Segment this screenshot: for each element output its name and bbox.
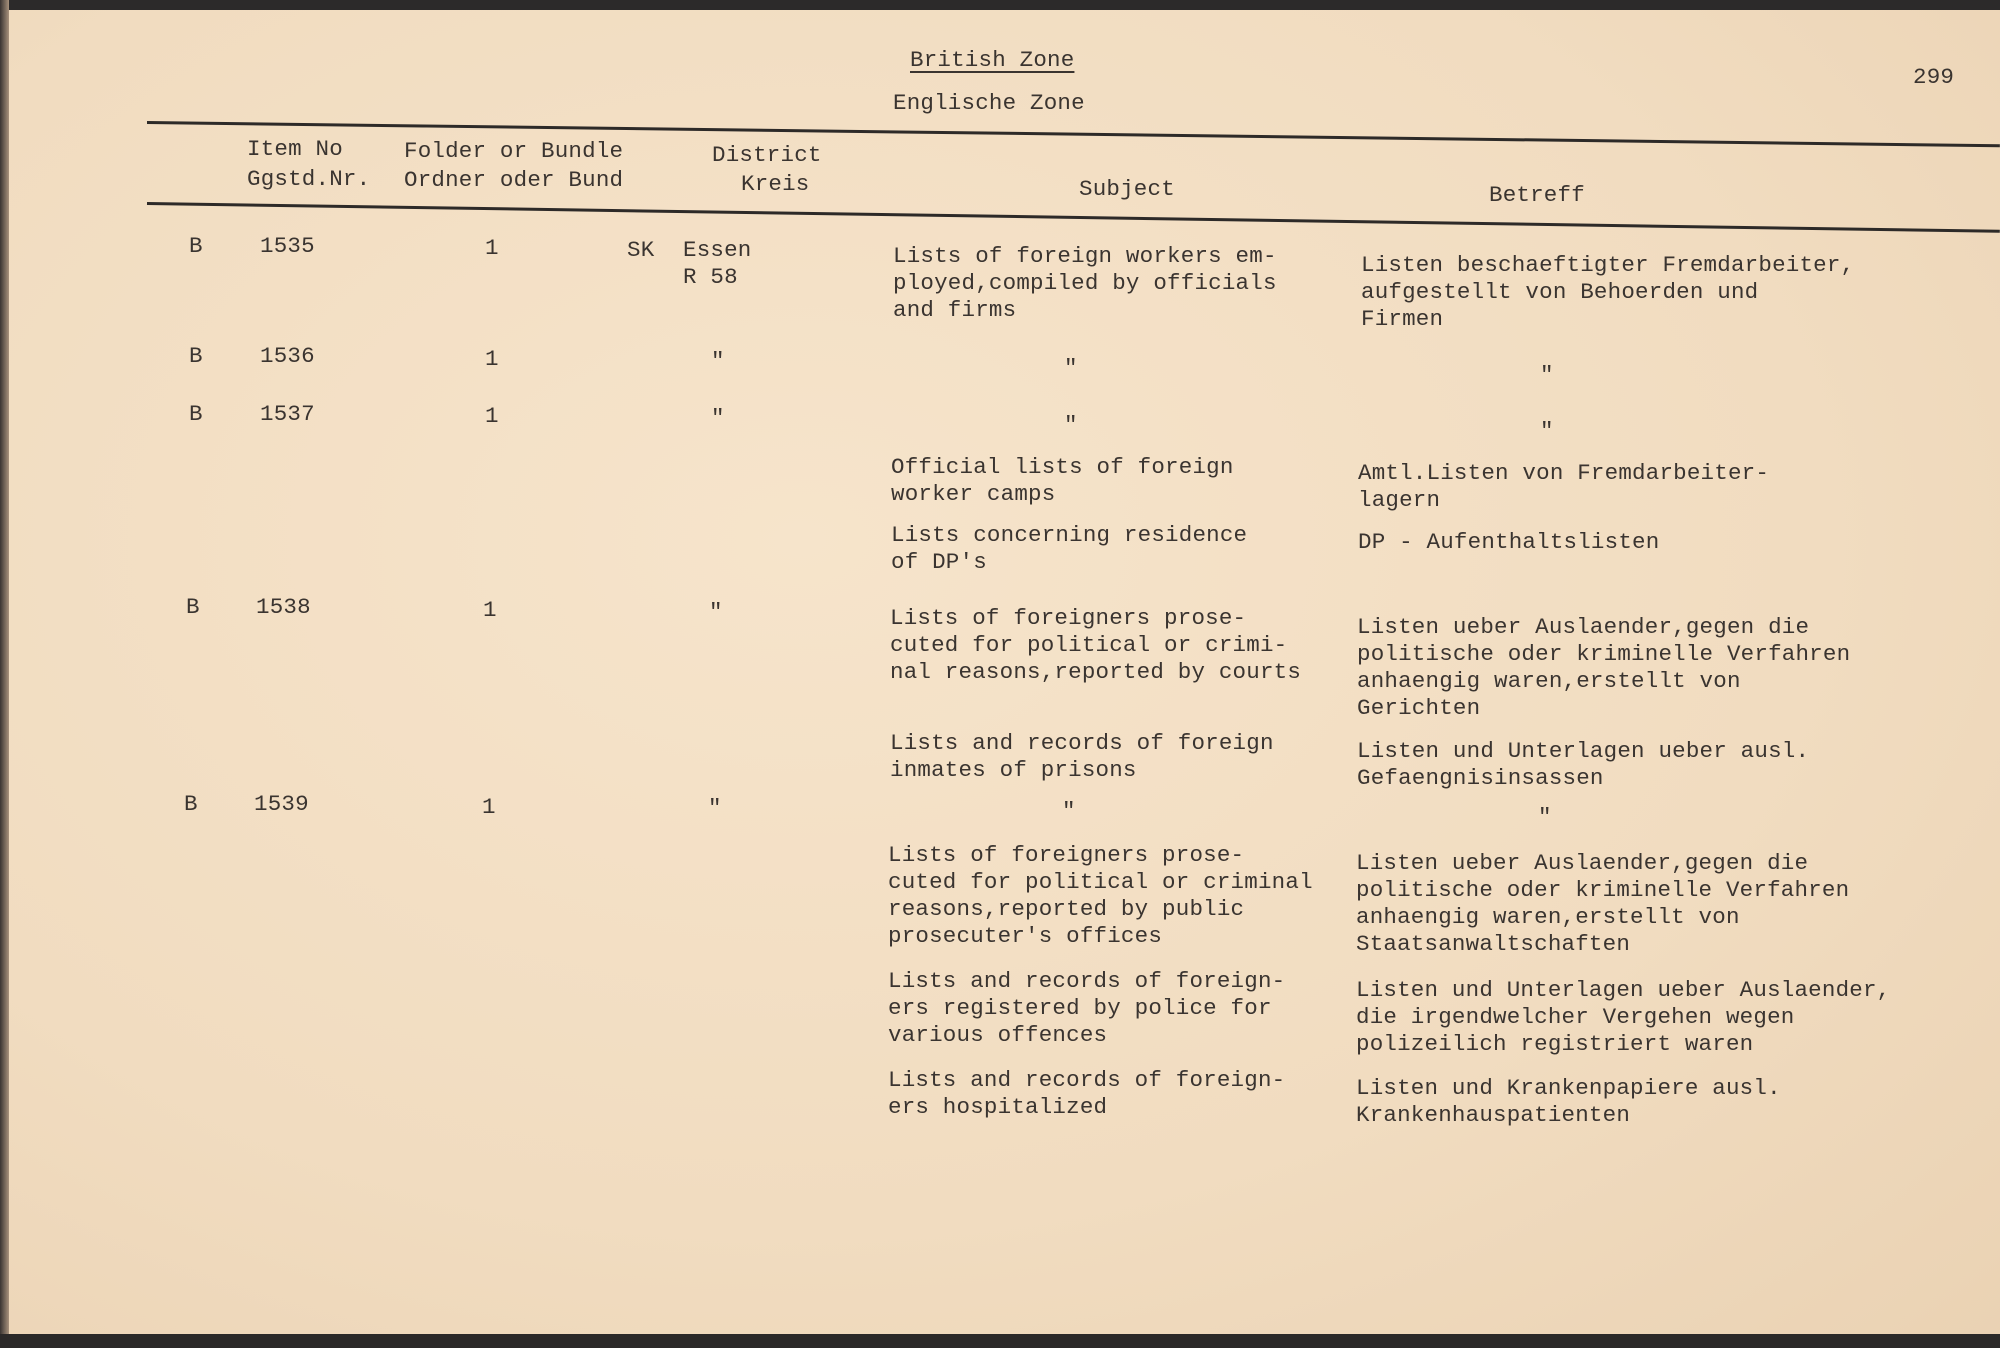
row-subject-extra: Lists and records of foreign inmates of prisons: [890, 730, 1274, 783]
row-betreff-extra: Listen und Unterlagen ueber Auslaender, die irgendwelcher Vergehen wegen polizeilich registriert waren: [1356, 977, 1891, 1057]
row-betreff-extra: Listen ueber Auslaender,gegen die politische oder kriminelle Verfahren anhaengig waren,erstellt von Staatsanwaltschaften: [1356, 850, 1850, 957]
row-district: Essen R 58: [683, 237, 752, 290]
row-subject-extra: Lists and records of foreign- ers hospitalized: [888, 1067, 1286, 1120]
row-subject: ": [1064, 355, 1078, 381]
row-betreff-extra: DP - Aufenthaltslisten: [1358, 529, 1660, 555]
row-subject-extra: Official lists of foreign worker camps: [891, 454, 1234, 507]
row-item-number: 1535: [260, 233, 315, 259]
row-subject: ": [1062, 798, 1076, 824]
row-item-number: 1536: [260, 343, 315, 369]
row-subject-extra: Lists of foreigners prose- cuted for political or criminal reasons,reported by public prosecuter's offices: [888, 842, 1313, 949]
page-number: 299: [1913, 64, 1955, 90]
row-folder: 1: [482, 794, 496, 820]
scan-edge-bottom: [0, 1334, 2000, 1348]
row-subject-extra: Lists concerning residence of DP's: [891, 522, 1248, 575]
row-prefix: B: [189, 233, 203, 259]
row-subject: ": [1064, 412, 1078, 438]
row-subject: Lists of foreign workers em- ployed,compiled by officials and firms: [893, 243, 1277, 323]
row-betreff-extra: Listen und Unterlagen ueber ausl. Gefaengnisinsassen: [1357, 738, 1810, 791]
col-header-district-en: District: [712, 142, 822, 168]
col-header-folder-de: Ordner oder Bund: [404, 167, 624, 193]
col-header-item-en: Item No: [247, 136, 343, 162]
row-district: ": [711, 405, 725, 431]
col-header-folder-en: Folder or Bundle: [404, 138, 624, 164]
row-betreff: Listen ueber Auslaender,gegen die politische oder kriminelle Verfahren anhaengig waren,erstellt von Gerichten: [1357, 614, 1851, 721]
row-prefix: B: [189, 401, 203, 427]
row-betreff-extra: Amtl.Listen von Fremdarbeiter- lagern: [1358, 460, 1770, 513]
row-district: ": [711, 348, 725, 374]
row-betreff: ": [1540, 418, 1554, 444]
row-prefix: B: [186, 594, 200, 620]
row-folder: 1: [485, 235, 499, 261]
row-subject: Lists of foreigners prose- cuted for political or crimi- nal reasons,reported by courts: [890, 605, 1302, 685]
header-rule-bottom: [147, 202, 2000, 233]
row-subject-extra: Lists and records of foreign- ers registered by police for various offences: [888, 968, 1286, 1048]
row-betreff: ": [1540, 362, 1554, 388]
scan-edge-left: [0, 0, 9, 1348]
row-district: ": [708, 795, 722, 821]
col-header-betreff: Betreff: [1489, 182, 1585, 208]
row-betreff: Listen beschaeftigter Fremdarbeiter, aufgestellt von Behoerden und Firmen: [1361, 252, 1855, 332]
row-betreff-extra: Listen und Krankenpapiere ausl. Krankenhauspatienten: [1356, 1075, 1781, 1128]
row-district: ": [709, 599, 723, 625]
col-header-subject: Subject: [1079, 176, 1175, 202]
row-district-code: SK: [627, 237, 655, 263]
col-header-district-de: Kreis: [741, 171, 810, 197]
row-item-number: 1539: [254, 791, 309, 817]
row-folder: 1: [483, 597, 497, 623]
row-prefix: B: [184, 791, 198, 817]
row-folder: 1: [485, 403, 499, 429]
row-folder: 1: [485, 346, 499, 372]
row-betreff: ": [1538, 804, 1552, 830]
scan-edge-top: [0, 0, 2000, 10]
row-prefix: B: [189, 343, 203, 369]
page-title: British Zone: [910, 47, 1075, 73]
col-header-item-de: Ggstd.Nr.: [247, 166, 371, 192]
page-subtitle: Englische Zone: [893, 90, 1085, 116]
row-item-number: 1537: [260, 401, 315, 427]
row-item-number: 1538: [256, 594, 311, 620]
